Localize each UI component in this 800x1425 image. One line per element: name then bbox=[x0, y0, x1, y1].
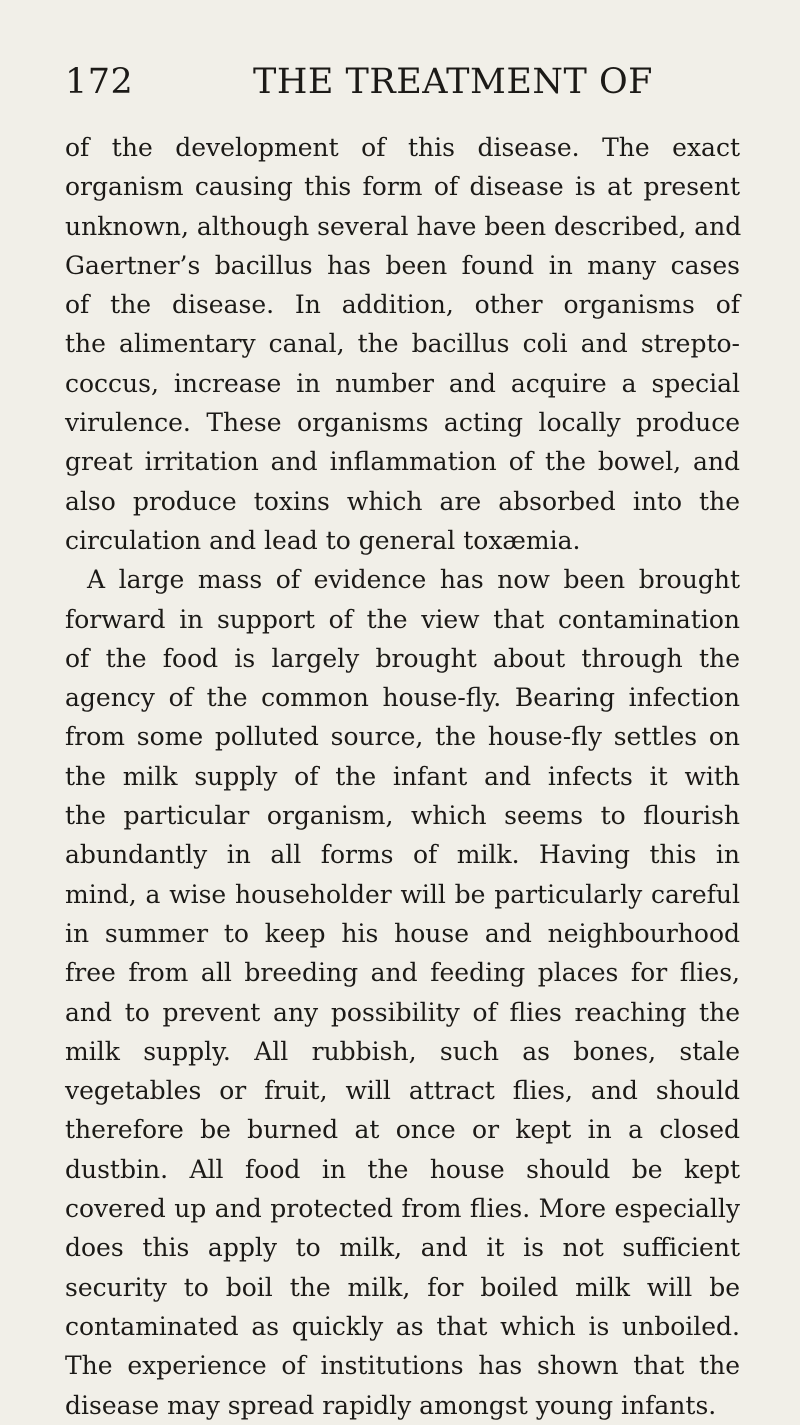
text-line: virulence. These organisms acting locally produce bbox=[65, 408, 740, 438]
text-line: circulation and lead to general toxæmia. bbox=[65, 525, 581, 555]
text-line: and to prevent any possibility of flies reaching the bbox=[65, 997, 740, 1027]
text-line: great irritation and inflammation of the bowel, and bbox=[65, 447, 740, 477]
text-line: the alimentary canal, the bacillus coli and strepto- bbox=[65, 329, 740, 359]
text-line: unknown, although several have been described, and bbox=[65, 211, 742, 241]
text-line: from some polluted source, the house-fly settles on bbox=[65, 722, 740, 752]
text-line: agency of the common house-fly. Bearing infection bbox=[65, 683, 740, 713]
text-line: of the food is largely brought about through the bbox=[65, 643, 740, 673]
text-line: milk supply. All rubbish, such as bones, stale bbox=[65, 1036, 740, 1066]
page-number: 172 bbox=[65, 62, 134, 102]
text-line: security to boil the milk, for boiled milk will be bbox=[65, 1272, 740, 1302]
text-line: organism causing this form of disease is at present bbox=[65, 172, 740, 202]
text-line: abundantly in all forms of milk. Having this in bbox=[65, 840, 740, 870]
text-line: covered up and protected from flies. More especially bbox=[65, 1194, 740, 1224]
text-line: does this apply to milk, and it is not sufficient bbox=[65, 1233, 740, 1263]
text-line: contaminated as quickly as that which is unboiled. bbox=[65, 1311, 740, 1341]
text-line: the milk supply of the infant and infects it with bbox=[65, 761, 740, 791]
running-title: THE TREATMENT OF bbox=[253, 62, 653, 102]
text-line: the particular organism, which seems to flourish bbox=[65, 801, 740, 831]
text-line: mind, a wise householder will be particularly careful bbox=[65, 879, 740, 909]
running-head bbox=[65, 60, 740, 104]
text-line: disease may spread rapidly amongst young infants. bbox=[65, 1390, 717, 1420]
text-line: therefore be burned at once or kept in a closed bbox=[65, 1115, 740, 1145]
text-line: free from all breeding and feeding places for flies, bbox=[65, 958, 740, 988]
text-line: in summer to keep his house and neighbourhood bbox=[65, 918, 740, 948]
text-line: The experience of institutions has shown that the bbox=[65, 1351, 740, 1381]
text-line: A large mass of evidence has now been brought bbox=[87, 565, 740, 595]
text-line: forward in support of the view that contamination bbox=[65, 604, 740, 634]
text-line: of the development of this disease. The exact bbox=[65, 133, 740, 162]
text-line: Gaertner’s bacillus has been found in many cases bbox=[65, 250, 740, 280]
body-text bbox=[65, 128, 740, 1425]
text-line: coccus, increase in number and acquire a special bbox=[65, 368, 740, 398]
text-line: of the disease. In addition, other organisms of bbox=[65, 290, 740, 320]
text-line: also produce toxins which are absorbed into the bbox=[65, 486, 740, 516]
text-line: vegetables or fruit, will attract flies, and should bbox=[65, 1076, 740, 1106]
text-line: dustbin. All food in the house should be kept bbox=[65, 1154, 740, 1184]
